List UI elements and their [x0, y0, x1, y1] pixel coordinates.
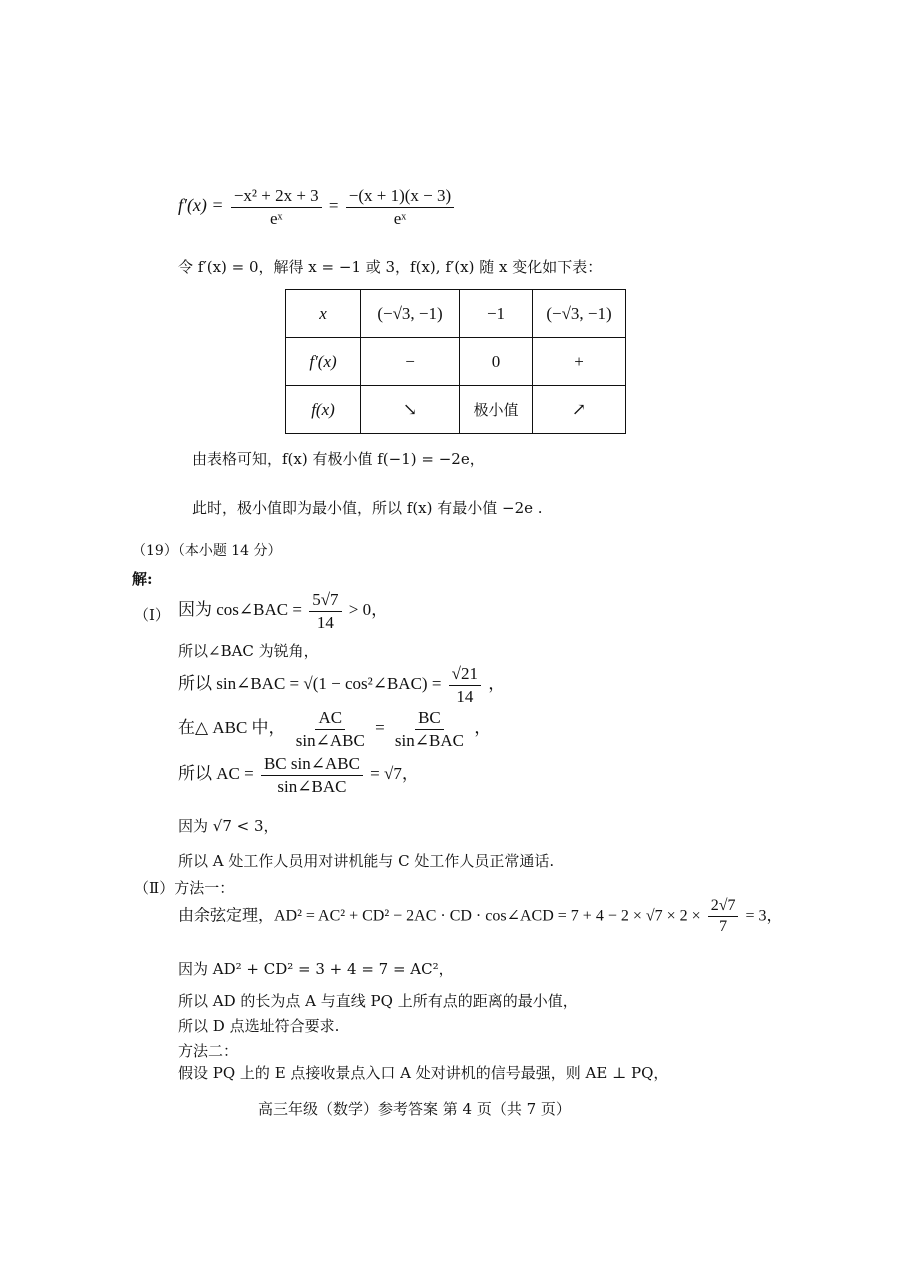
part1-label: （Ⅰ）	[134, 606, 170, 624]
fraction-numerator: AC	[315, 708, 345, 730]
increasing-arrow-icon: ↗	[533, 386, 626, 434]
part1-line-2: 所以∠BAC 为锐角，	[178, 642, 319, 660]
variation-table	[285, 289, 626, 434]
part1-line-4	[178, 708, 491, 750]
page-footer: 高三年级（数学）参考答案 第 4 页（共 7 页）	[258, 1100, 571, 1118]
part1-line-5	[178, 754, 419, 796]
derivative-lhs: f′(x) =	[178, 194, 224, 215]
formula-text: = 3，	[745, 907, 783, 925]
formula-text: 所以 sin∠BAC = √(1 − cos²∠BAC) =	[178, 673, 442, 693]
table-cell: f(x)	[286, 386, 361, 434]
fraction-numerator: BC sin∠ABC	[261, 754, 363, 776]
derivative-formula	[178, 186, 457, 228]
formula-text: > 0，	[348, 599, 389, 619]
fraction	[708, 897, 739, 937]
zero-condition-line: 令 f′(x) = 0，解得 x = −1 或 3，f(x), f′(x) 随 x 变化如下表：	[178, 258, 603, 276]
derivative-fraction-2	[346, 186, 454, 228]
part2-line-3: 所以 AD 的长为点 A 与直线 PQ 上所有点的距离的最小值，	[178, 992, 578, 1010]
part2-line-4: 所以 D 点选址符合要求.	[178, 1017, 340, 1035]
table-cell: x	[286, 290, 361, 338]
question-19-header: （19）（本小题 14 分）	[132, 543, 282, 559]
fraction-denominator: 14	[316, 612, 334, 632]
table-row	[286, 290, 626, 338]
fraction-denominator: 14	[456, 686, 474, 706]
table-cell: −1	[460, 290, 533, 338]
fraction-numerator: 5√7	[309, 590, 341, 612]
part2-label: （Ⅱ）方法一：	[134, 879, 235, 897]
formula-text: 在△ ABC 中，	[178, 717, 286, 737]
fraction	[309, 590, 341, 632]
fraction-denominator: sin∠ABC	[295, 730, 365, 750]
fraction-denominator: 7	[719, 918, 728, 936]
fraction-numerator: 2√7	[708, 897, 739, 917]
part2-line-1	[178, 897, 783, 937]
fraction	[392, 708, 467, 750]
table-cell: (−√3, −1)	[361, 290, 460, 338]
part2-line-2: 因为 AD² + CD² = 3 + 4 = 7 = AC²，	[178, 960, 454, 978]
formula-text: 所以 AC =	[178, 763, 254, 783]
formula-text: 因为 cos∠BAC =	[178, 599, 302, 619]
derivative-fraction-1	[231, 186, 322, 228]
fraction-denominator: eˣ	[270, 208, 283, 228]
fraction-numerator: −x² + 2x + 3	[231, 186, 322, 208]
fraction-denominator: eˣ	[393, 208, 407, 228]
part1-line-3	[178, 664, 505, 706]
formula-text: = √7，	[370, 763, 419, 783]
formula-text: 由余弦定理，AD² = AC² + CD² − 2AC · CD · cos∠ACD = 7 + 4 − 2 × √7 × 2 ×	[178, 907, 701, 925]
part2-line-6: 假设 PQ 上的 E 点接收景点入口 A 处对讲机的信号最强，则 AE ⊥ PQ，	[178, 1064, 669, 1082]
formula-text: ，	[488, 673, 506, 693]
table-cell: 0	[460, 338, 533, 386]
table-row	[286, 386, 626, 434]
part1-line-7: 所以 A 处工作人员用对讲机能与 C 处工作人员正常通话.	[178, 852, 555, 870]
fraction-numerator: √21	[449, 664, 481, 686]
fraction-numerator: BC	[415, 708, 444, 730]
fraction-denominator: sin∠BAC	[277, 776, 347, 796]
fraction-numerator: −(x + 1)(x − 3)	[346, 186, 454, 208]
equals-sign: =	[328, 195, 339, 215]
conclusion-line-1: 由表格可知，f(x) 有极小值 f(−1) = −2e，	[192, 450, 485, 468]
fraction-denominator: sin∠BAC	[394, 730, 464, 750]
table-cell: f′(x)	[286, 338, 361, 386]
part1-line-1	[178, 590, 388, 632]
part1-line-6: 因为 √7 < 3，	[178, 817, 279, 835]
solution-label: 解:	[132, 570, 153, 588]
table-cell: +	[533, 338, 626, 386]
part2-line-5: 方法二：	[178, 1042, 239, 1060]
fraction	[261, 754, 363, 796]
equals-sign: =	[375, 717, 385, 737]
fraction	[293, 708, 368, 750]
conclusion-line-2: 此时，极小值即为最小值，所以 f(x) 有最小值 −2e .	[192, 499, 543, 517]
formula-text: ，	[474, 717, 492, 737]
table-cell: (−√3, −1)	[533, 290, 626, 338]
decreasing-arrow-icon: ↘	[361, 386, 460, 434]
table-cell: 极小值	[460, 386, 533, 434]
fraction	[449, 664, 481, 706]
table-cell: −	[361, 338, 460, 386]
table-row	[286, 338, 626, 386]
